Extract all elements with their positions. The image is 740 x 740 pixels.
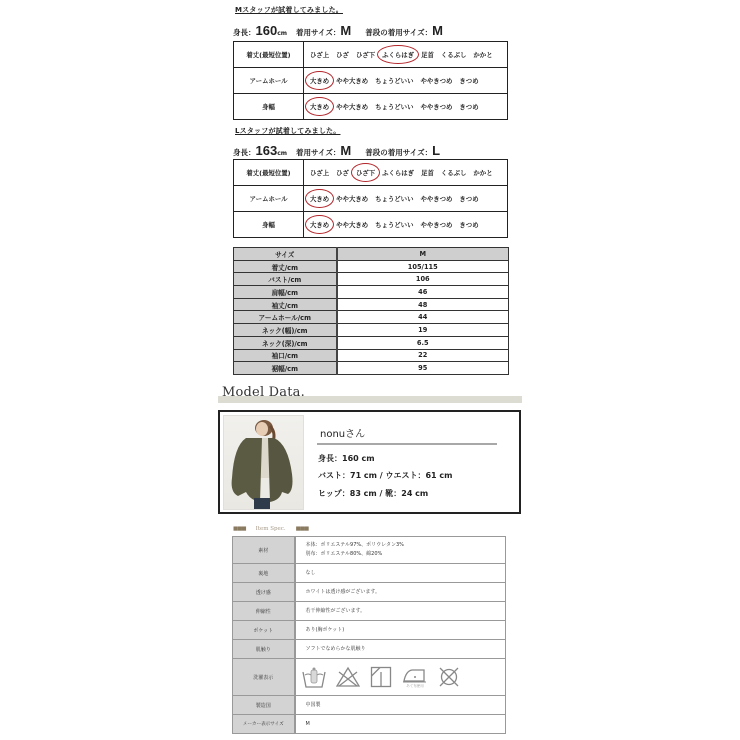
- spec-row-maker-size: [233, 715, 506, 734]
- usual-size-label: 普段の着用サイズ：: [365, 148, 433, 157]
- fit-option: きつめ: [459, 221, 479, 229]
- size-key: ネック(幅)/cm: [234, 324, 337, 337]
- fit-options: [304, 186, 508, 212]
- size-row: [234, 260, 509, 273]
- size-row: [234, 298, 509, 311]
- size-value: 105/115: [337, 260, 509, 273]
- fit-row-length: [234, 42, 508, 68]
- worn-size-label: 着用サイズ：: [296, 28, 341, 37]
- no-bleach-icon: [336, 666, 360, 688]
- fit-option-selected: ひざ下: [355, 169, 376, 177]
- fit-option: ふくらはぎ: [382, 169, 415, 177]
- spec-value: ホワイトは透け感がございます。: [295, 583, 506, 602]
- model-name: nonuさん: [320, 429, 366, 440]
- fit-option-selected: ふくらはぎ: [382, 51, 415, 59]
- fit-option: きつめ: [459, 77, 479, 85]
- size-value: 6.5: [337, 336, 509, 349]
- fit-option: くるぶし: [440, 51, 467, 59]
- spec-value: M: [295, 715, 506, 734]
- fit-option: ややきつめ: [420, 221, 453, 229]
- spec-value: 中国製: [295, 696, 506, 715]
- care-icons: [295, 659, 506, 696]
- no-tumble-dry-icon: [438, 666, 460, 688]
- fit-row-label: 身幅: [234, 212, 304, 238]
- size-row: [234, 324, 509, 337]
- spec-label: 製造国: [233, 696, 295, 715]
- fit-row-width: [234, 212, 508, 238]
- size-key: 袖丈/cm: [234, 298, 337, 311]
- fit-option: ひざ上: [310, 51, 330, 59]
- fit-option: ちょうどいい: [375, 221, 414, 229]
- spec-value-line: 本体：ポリエステル97%、ポリウレタン3%: [305, 542, 404, 548]
- fit-row-label: アームホール: [234, 186, 304, 212]
- spec-label: 透け感: [233, 583, 295, 602]
- model-photo-image: [224, 416, 304, 510]
- spec-label: 素材: [233, 537, 295, 564]
- fit-option-selected: 大きめ: [310, 77, 330, 85]
- spec-value: 若干伸縮性がございます。: [295, 602, 506, 621]
- spec-row-lining: [233, 564, 506, 583]
- size-value: 44: [337, 311, 509, 324]
- iron-low-with-cloth-icon: [402, 666, 428, 688]
- fit-option: ちょうどいい: [375, 77, 414, 85]
- fit-options: [304, 212, 508, 238]
- spec-value: あり(胸ポケット): [295, 621, 506, 640]
- spec-row-care: [233, 659, 506, 696]
- spec-label: 伸縮性: [233, 602, 295, 621]
- fit-option: やや大きめ: [336, 77, 369, 85]
- staff-m-fit-table: [233, 41, 508, 120]
- model-stat-bust-waist: バスト：71 cm / ウエスト：61 cm: [318, 471, 453, 480]
- size-key: 肩幅/cm: [234, 286, 337, 299]
- decorative-squares-icon: ■■■: [295, 526, 309, 532]
- fit-options: [304, 94, 508, 120]
- fit-row-label: 着丈(最短位置): [234, 42, 304, 68]
- staff-m-title: Mスタッフが試着してみました。: [235, 6, 343, 14]
- fit-option: 足首: [421, 169, 434, 177]
- fit-row-label: 着丈(最短位置): [234, 160, 304, 186]
- spec-row-pocket: [233, 621, 506, 640]
- item-spec-title: Item Spec.: [255, 526, 286, 532]
- staff-l-fit-table: [233, 159, 508, 238]
- fit-option: きつめ: [459, 103, 479, 111]
- size-value: 19: [337, 324, 509, 337]
- spec-row-country: [233, 696, 506, 715]
- size-key: 着丈/cm: [234, 260, 337, 273]
- drip-dry-shade-icon: [370, 666, 392, 688]
- spec-label: メーカー表示サイズ: [233, 715, 295, 734]
- fit-row-armhole: [234, 68, 508, 94]
- fit-option: ひざ下: [355, 51, 376, 59]
- staff-m-summary: [233, 23, 443, 38]
- fit-option: ひざ: [336, 169, 349, 177]
- fit-option-selected: 大きめ: [310, 195, 330, 203]
- spec-label: 裏地: [233, 564, 295, 583]
- staff-l-title: Lスタッフが試着してみました。: [235, 127, 341, 135]
- fit-option: ややきつめ: [420, 103, 453, 111]
- worn-size-label: 着用サイズ：: [296, 148, 341, 157]
- fit-option-selected: 大きめ: [310, 221, 330, 229]
- spec-label: ポケット: [233, 621, 295, 640]
- fit-option: きつめ: [459, 195, 479, 203]
- fit-option: やや大きめ: [336, 195, 369, 203]
- size-row: [234, 362, 509, 375]
- size-value: 106: [337, 273, 509, 286]
- fit-option: ちょうどいい: [375, 195, 414, 203]
- staff-l-summary: [233, 143, 440, 158]
- size-key: 袖口/cm: [234, 349, 337, 362]
- size-value: 48: [337, 298, 509, 311]
- spec-row-sheerness: [233, 583, 506, 602]
- size-key: アームホール/cm: [234, 311, 337, 324]
- usual-size-value: L: [432, 143, 441, 158]
- item-spec-heading: [233, 526, 308, 532]
- fit-option: やや大きめ: [336, 103, 369, 111]
- size-chart-table: [233, 247, 509, 375]
- fit-option: ちょうどいい: [375, 103, 414, 111]
- spec-row-stretch: [233, 602, 506, 621]
- size-row: [234, 336, 509, 349]
- fit-option: かかと: [473, 169, 493, 177]
- size-value: 22: [337, 349, 509, 362]
- model-stat-hip-shoes: ヒップ：83 cm / 靴：24 cm: [318, 489, 429, 498]
- size-value: 95: [337, 362, 509, 375]
- fit-option: ひざ: [336, 51, 349, 59]
- size-key: ネック(深)/cm: [234, 336, 337, 349]
- fit-row-length: [234, 160, 508, 186]
- fit-option-selected: 大きめ: [310, 103, 330, 111]
- size-row: [234, 349, 509, 362]
- spec-row-material: [233, 537, 506, 564]
- fit-options: [304, 68, 508, 94]
- size-key: 裾幅/cm: [234, 362, 337, 375]
- height-unit: cm: [277, 30, 288, 37]
- fit-option: ひざ上: [310, 169, 330, 177]
- size-value: 46: [337, 286, 509, 299]
- model-photo: [223, 415, 304, 510]
- size-header-value: M: [337, 248, 509, 261]
- fit-option: ややきつめ: [420, 77, 453, 85]
- size-chart-header: [234, 248, 509, 261]
- fit-option: くるぶし: [440, 169, 467, 177]
- model-stat-height: 身長：160 cm: [318, 454, 375, 463]
- height-unit: cm: [277, 150, 288, 157]
- spec-value: なし: [295, 564, 506, 583]
- decorative-squares-icon: ■■■: [233, 526, 246, 532]
- item-spec-table: [232, 536, 506, 734]
- model-card: [218, 410, 521, 514]
- size-row: [234, 286, 509, 299]
- model-name-underline: [317, 443, 497, 445]
- spec-value: ソフトでなめらかな肌触り: [295, 640, 506, 659]
- fit-options: [304, 42, 508, 68]
- height-value: 160: [255, 23, 278, 38]
- size-header-label: サイズ: [234, 248, 337, 261]
- worn-size-value: M: [340, 23, 352, 38]
- usual-size-label: 普段の着用サイズ：: [365, 28, 433, 37]
- fit-row-width: [234, 94, 508, 120]
- spec-label: 洗濯表示: [233, 659, 295, 696]
- height-value: 163: [255, 143, 278, 158]
- height-label: 身長：: [233, 148, 256, 157]
- worn-size-value: M: [340, 143, 352, 158]
- size-row: [234, 273, 509, 286]
- height-label: 身長：: [233, 28, 256, 37]
- spec-value-line: 別布：ポリエステル80%、綿20%: [305, 551, 383, 557]
- fit-option: やや大きめ: [336, 221, 369, 229]
- fit-row-label: アームホール: [234, 68, 304, 94]
- hand-wash-icon: [302, 666, 326, 688]
- fit-row-armhole: [234, 186, 508, 212]
- spec-value: [295, 537, 506, 564]
- size-row: [234, 311, 509, 324]
- fit-option: 足首: [421, 51, 434, 59]
- fit-options: [304, 160, 508, 186]
- fit-row-label: 身幅: [234, 94, 304, 120]
- fit-option: ややきつめ: [420, 195, 453, 203]
- model-data-heading: Model Data.: [222, 385, 305, 400]
- fit-option: かかと: [473, 51, 493, 59]
- size-key: バスト/cm: [234, 273, 337, 286]
- usual-size-value: M: [432, 23, 444, 38]
- spec-row-texture: [233, 640, 506, 659]
- iron-note: あて布使用: [405, 684, 424, 688]
- spec-label: 肌触り: [233, 640, 295, 659]
